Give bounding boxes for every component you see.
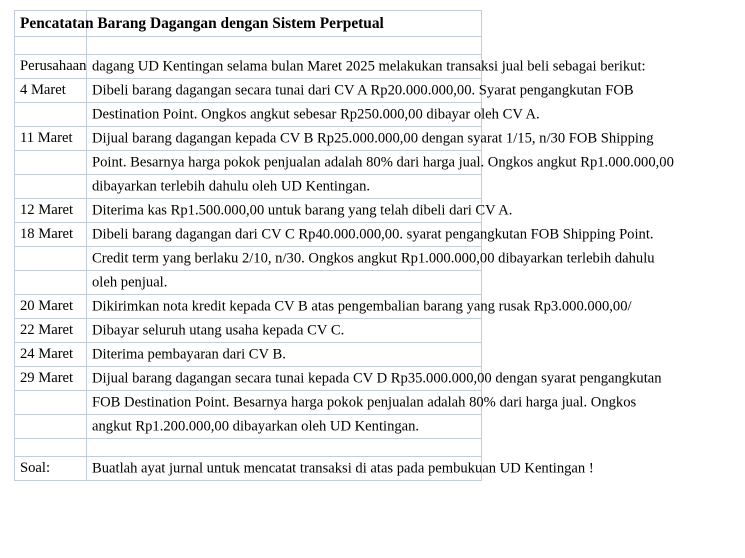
description-cell bbox=[87, 247, 655, 271]
date-cell-empty bbox=[15, 271, 87, 295]
table-row bbox=[15, 343, 482, 367]
description-line: oleh penjual. bbox=[92, 274, 168, 291]
page-title: Pencatatan Barang Dagangan dengan Sistem Perpetual bbox=[20, 14, 384, 32]
table-row bbox=[15, 247, 482, 271]
table-body bbox=[15, 11, 674, 481]
description-cell bbox=[87, 79, 634, 103]
description-line: Destination Point. Ongkos angkut sebesar Rp250.000,00 dibayar oleh CV A. bbox=[92, 106, 540, 123]
question-label-cell bbox=[15, 457, 87, 481]
table-row bbox=[15, 319, 482, 343]
table-row bbox=[15, 223, 482, 247]
description-cell bbox=[87, 127, 654, 151]
intro-label-cell bbox=[15, 55, 87, 79]
description-cell bbox=[87, 415, 482, 439]
date-cell-empty bbox=[15, 415, 87, 439]
description-cell bbox=[87, 175, 482, 199]
blank-cell bbox=[87, 439, 482, 457]
transaction-table bbox=[14, 10, 674, 481]
description-line: Point. Besarnya harga pokok penjualan adalah 80% dari harga jual. Ongkos angkut Rp1.000.000,00 bbox=[92, 154, 674, 171]
table-row bbox=[15, 391, 482, 415]
date-label: 12 Maret bbox=[20, 202, 74, 219]
table-row bbox=[15, 199, 482, 223]
date-cell bbox=[15, 367, 87, 391]
description-cell bbox=[87, 223, 654, 247]
description-line: Dibeli barang dagangan secara tunai dari CV A Rp20.000.000,00. Syarat pengangkutan FOB bbox=[92, 82, 634, 99]
table-row bbox=[15, 103, 482, 127]
description-line: dibayarkan terlebih dahulu oleh UD Kentingan. bbox=[92, 178, 371, 195]
table-row bbox=[15, 367, 482, 391]
date-label: 24 Maret bbox=[20, 346, 74, 363]
description-line: Dibayar seluruh utang usaha kepada CV C. bbox=[92, 322, 345, 339]
question-text: Buatlah ayat jurnal untuk mencatat transaksi di atas pada pembukuan UD Kentingan ! bbox=[92, 460, 594, 477]
date-label: 20 Maret bbox=[20, 298, 74, 315]
date-label: 18 Maret bbox=[20, 226, 74, 243]
description-line: Credit term yang berlaku 2/10, n/30. Ongkos angkut Rp1.000.000,00 dibayarkan terlebih dahulu bbox=[92, 250, 655, 267]
date-cell-empty bbox=[15, 175, 87, 199]
blank-cell bbox=[15, 37, 87, 55]
date-cell-empty bbox=[15, 247, 87, 271]
description-cell bbox=[87, 271, 482, 295]
description-cell bbox=[87, 103, 540, 127]
date-cell-empty bbox=[15, 391, 87, 415]
description-cell bbox=[87, 295, 632, 319]
title-cell-right bbox=[87, 11, 482, 37]
blank-cell bbox=[87, 37, 482, 55]
table-row bbox=[15, 127, 482, 151]
description-line: Dibeli barang dagangan dari CV C Rp40.000.000,00. syarat pengangkutan FOB Shipping Point. bbox=[92, 226, 654, 243]
worksheet-table bbox=[14, 10, 674, 481]
intro-text: dagang UD Kentingan selama bulan Maret 2025 melakukan transaksi jual beli sebagai berikut: bbox=[92, 58, 646, 75]
date-label: 29 Maret bbox=[20, 370, 74, 387]
table-row-blank bbox=[15, 439, 482, 457]
title-cell-left bbox=[15, 11, 384, 37]
date-cell-empty bbox=[15, 103, 87, 127]
blank-cell bbox=[15, 439, 87, 457]
table-row bbox=[15, 175, 482, 199]
table-row-title bbox=[15, 11, 482, 37]
table-row bbox=[15, 271, 482, 295]
date-label: 11 Maret bbox=[20, 130, 73, 147]
date-cell bbox=[15, 79, 87, 103]
date-label: 4 Maret bbox=[20, 82, 66, 99]
date-cell bbox=[15, 343, 87, 367]
date-cell bbox=[15, 295, 87, 319]
intro-text-cell bbox=[87, 55, 646, 79]
description-line: Diterima pembayaran dari CV B. bbox=[92, 346, 286, 363]
date-label: 22 Maret bbox=[20, 322, 74, 339]
intro-label: Perusahaan bbox=[20, 58, 87, 75]
description-line: Dikirimkan nota kredit kepada CV B atas pengembalian barang yang rusak Rp3.000.000,00/ bbox=[92, 298, 632, 315]
table-row bbox=[15, 151, 482, 175]
description-cell bbox=[87, 367, 662, 391]
description-line: Dijual barang dagangan kepada CV B Rp25.000.000,00 dengan syarat 1/15, n/30 FOB Shipping bbox=[92, 130, 654, 147]
description-cell bbox=[87, 343, 482, 367]
date-cell bbox=[15, 223, 87, 247]
description-cell bbox=[87, 319, 482, 343]
description-line: angkut Rp1.200.000,00 dibayarkan oleh UD Kentingan. bbox=[92, 418, 420, 435]
question-text-cell bbox=[87, 457, 594, 481]
description-line: Diterima kas Rp1.500.000,00 untuk barang yang telah dibeli dari CV A. bbox=[92, 202, 513, 219]
date-cell bbox=[15, 127, 87, 151]
description-line: FOB Destination Point. Besarnya harga pokok penjualan adalah 80% dari harga jual. Ongkos bbox=[92, 394, 637, 411]
date-cell-empty bbox=[15, 151, 87, 175]
table-row bbox=[15, 295, 482, 319]
table-row-blank bbox=[15, 37, 482, 55]
description-cell bbox=[87, 391, 637, 415]
description-cell bbox=[87, 151, 674, 175]
table-row-question bbox=[15, 457, 482, 481]
description-cell bbox=[87, 199, 513, 223]
table-row bbox=[15, 415, 482, 439]
date-cell bbox=[15, 319, 87, 343]
question-label: Soal: bbox=[20, 460, 50, 477]
date-cell bbox=[15, 199, 87, 223]
description-line: Dijual barang dagangan secara tunai kepada CV D Rp35.000.000,00 dengan syarat pengangkutan bbox=[92, 370, 662, 387]
table-row-intro bbox=[15, 55, 482, 79]
table-row bbox=[15, 79, 482, 103]
